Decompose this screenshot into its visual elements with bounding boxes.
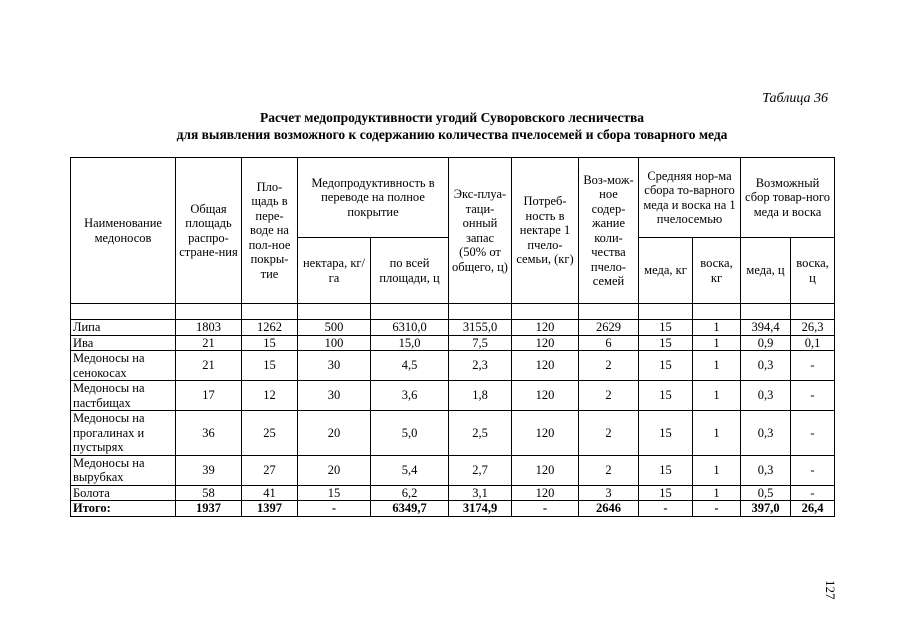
row-name-cell: Липа xyxy=(71,320,176,336)
table-row xyxy=(71,335,835,351)
row-value-cell: 2 xyxy=(579,381,639,411)
row-value-cell: 3155,0 xyxy=(449,320,512,336)
row-value-cell: 1 xyxy=(693,335,741,351)
row-value-cell: 1397 xyxy=(242,501,298,517)
row-value-cell: - xyxy=(298,501,371,517)
table-row xyxy=(71,351,835,381)
header-possible-colonies: Воз-мож-ное содер-жание коли-чества пчело-семей xyxy=(579,158,639,304)
header-name: Наименование медоносов xyxy=(71,158,176,304)
row-value-cell: 2 xyxy=(579,455,639,485)
table-row xyxy=(71,411,835,456)
row-value-cell: - xyxy=(791,381,835,411)
table-row xyxy=(71,320,835,336)
row-value-cell: 500 xyxy=(298,320,371,336)
row-value-cell: 120 xyxy=(512,455,579,485)
row-value-cell: 20 xyxy=(298,411,371,456)
row-value-cell: 15 xyxy=(639,411,693,456)
row-value-cell: 5,0 xyxy=(371,411,449,456)
row-value-cell: 3,6 xyxy=(371,381,449,411)
row-value-cell: 120 xyxy=(512,485,579,501)
row-value-cell: 15 xyxy=(242,351,298,381)
spacer-cell xyxy=(449,304,512,320)
row-value-cell: - xyxy=(791,411,835,456)
row-value-cell: 394,4 xyxy=(741,320,791,336)
row-value-cell: 20 xyxy=(298,455,371,485)
spacer-cell xyxy=(741,304,791,320)
row-value-cell: 1 xyxy=(693,455,741,485)
row-name-cell: Итого: xyxy=(71,501,176,517)
row-value-cell: 15 xyxy=(639,320,693,336)
row-value-cell: 397,0 xyxy=(741,501,791,517)
row-value-cell: 21 xyxy=(176,335,242,351)
row-value-cell: 30 xyxy=(298,381,371,411)
spacer-cell xyxy=(298,304,371,320)
spacer-row xyxy=(71,304,835,320)
header-operational-reserve: Экс-плуа-таци-онный запас (50% от общего, ц) xyxy=(449,158,512,304)
row-value-cell: 2,5 xyxy=(449,411,512,456)
spacer-cell xyxy=(579,304,639,320)
row-value-cell: 30 xyxy=(298,351,371,381)
row-value-cell: 21 xyxy=(176,351,242,381)
row-value-cell: 2646 xyxy=(579,501,639,517)
header-area-converted: Пло-щадь в пере-воде на пол-ное покры-тие xyxy=(242,158,298,304)
header-productivity-total: по всей площади, ц xyxy=(371,238,449,304)
row-value-cell: 6310,0 xyxy=(371,320,449,336)
row-value-cell: 17 xyxy=(176,381,242,411)
row-value-cell: 120 xyxy=(512,335,579,351)
row-value-cell: 1 xyxy=(693,320,741,336)
row-value-cell: 0,3 xyxy=(741,381,791,411)
header-pos-honey: меда, ц xyxy=(741,238,791,304)
table-title xyxy=(70,109,834,143)
header-avg-wax: воска, кг xyxy=(693,238,741,304)
row-value-cell: - xyxy=(791,351,835,381)
row-value-cell: 0,3 xyxy=(741,351,791,381)
row-value-cell: 41 xyxy=(242,485,298,501)
row-value-cell: 0,3 xyxy=(741,411,791,456)
header-pos-wax: воска, ц xyxy=(791,238,835,304)
header-productivity: Медопродуктивность в переводе на полное покрытие xyxy=(298,158,449,238)
row-value-cell: 36 xyxy=(176,411,242,456)
header-row-1 xyxy=(71,158,835,238)
spacer-cell xyxy=(371,304,449,320)
row-value-cell: 15 xyxy=(298,485,371,501)
row-value-cell: 1 xyxy=(693,411,741,456)
row-value-cell: 3 xyxy=(579,485,639,501)
row-value-cell: 15 xyxy=(639,351,693,381)
row-value-cell: 12 xyxy=(242,381,298,411)
header-total-area: Общая площадь распро-стране-ния xyxy=(176,158,242,304)
spacer-cell xyxy=(791,304,835,320)
row-value-cell: 0,3 xyxy=(741,455,791,485)
row-value-cell: 4,5 xyxy=(371,351,449,381)
table-row xyxy=(71,485,835,501)
row-value-cell: 2629 xyxy=(579,320,639,336)
row-value-cell: 1 xyxy=(693,485,741,501)
row-value-cell: 3174,9 xyxy=(449,501,512,517)
table-row xyxy=(71,381,835,411)
row-value-cell: 3,1 xyxy=(449,485,512,501)
row-value-cell: 6,2 xyxy=(371,485,449,501)
row-value-cell: 15,0 xyxy=(371,335,449,351)
row-value-cell: 120 xyxy=(512,351,579,381)
row-value-cell: 25 xyxy=(242,411,298,456)
row-name-cell: Медоносы на вырубках xyxy=(71,455,176,485)
spacer-cell xyxy=(693,304,741,320)
row-value-cell: 6349,7 xyxy=(371,501,449,517)
row-value-cell: 26,4 xyxy=(791,501,835,517)
row-name-cell: Болота xyxy=(71,485,176,501)
honey-productivity-table xyxy=(70,157,835,517)
row-value-cell: 15 xyxy=(639,455,693,485)
row-value-cell: 1262 xyxy=(242,320,298,336)
row-value-cell: 1803 xyxy=(176,320,242,336)
header-productivity-nectar: нектара, кг/га xyxy=(298,238,371,304)
row-value-cell: 0,9 xyxy=(741,335,791,351)
spacer-cell xyxy=(512,304,579,320)
spacer-cell xyxy=(639,304,693,320)
row-value-cell: 100 xyxy=(298,335,371,351)
row-value-cell: 39 xyxy=(176,455,242,485)
header-possible-collection: Возможный сбор товар-ного меда и воска xyxy=(741,158,835,238)
row-value-cell: - xyxy=(791,485,835,501)
row-value-cell: 1 xyxy=(693,351,741,381)
header-need: Потреб-ность в нектаре 1 пчело-семьи, (кг) xyxy=(512,158,579,304)
row-value-cell: 0,1 xyxy=(791,335,835,351)
page-number: 127 xyxy=(823,580,838,600)
row-value-cell: 1,8 xyxy=(449,381,512,411)
row-value-cell: - xyxy=(512,501,579,517)
row-value-cell: 1937 xyxy=(176,501,242,517)
header-avg-honey: меда, кг xyxy=(639,238,693,304)
row-value-cell: 2 xyxy=(579,351,639,381)
title-line-2: для выявления возможного к содержанию количества пчелосемей и сбора товарного меда xyxy=(176,127,728,142)
row-value-cell: - xyxy=(791,455,835,485)
row-value-cell: 15 xyxy=(242,335,298,351)
table-number: Таблица 36 xyxy=(762,91,828,106)
row-value-cell: 6 xyxy=(579,335,639,351)
row-value-cell: 7,5 xyxy=(449,335,512,351)
row-value-cell: 120 xyxy=(512,381,579,411)
title-line-1: Расчет медопродуктивности угодий Суворовского лесничества xyxy=(259,110,645,125)
row-value-cell: 5,4 xyxy=(371,455,449,485)
row-name-cell: Медоносы на сенокосах xyxy=(71,351,176,381)
row-value-cell: 15 xyxy=(639,335,693,351)
row-value-cell: 26,3 xyxy=(791,320,835,336)
row-name-cell: Медоносы на пастбищах xyxy=(71,381,176,411)
row-name-cell: Медоносы на прогалинах и пустырях xyxy=(71,411,176,456)
table-row xyxy=(71,455,835,485)
spacer-cell xyxy=(71,304,176,320)
row-value-cell: 15 xyxy=(639,381,693,411)
row-name-cell: Ива xyxy=(71,335,176,351)
header-avg-collection: Средняя нор-ма сбора то-варного меда и воска на 1 пчелосемью xyxy=(639,158,741,238)
row-value-cell: 120 xyxy=(512,320,579,336)
row-value-cell: 120 xyxy=(512,411,579,456)
total-row xyxy=(71,501,835,517)
row-value-cell: 27 xyxy=(242,455,298,485)
row-value-cell: 1 xyxy=(693,381,741,411)
row-value-cell: 2,7 xyxy=(449,455,512,485)
row-value-cell: 15 xyxy=(639,485,693,501)
spacer-cell xyxy=(242,304,298,320)
row-value-cell: 58 xyxy=(176,485,242,501)
row-value-cell: - xyxy=(639,501,693,517)
spacer-cell xyxy=(176,304,242,320)
row-value-cell: 2 xyxy=(579,411,639,456)
row-value-cell: 2,3 xyxy=(449,351,512,381)
row-value-cell: 0,5 xyxy=(741,485,791,501)
row-value-cell: - xyxy=(693,501,741,517)
